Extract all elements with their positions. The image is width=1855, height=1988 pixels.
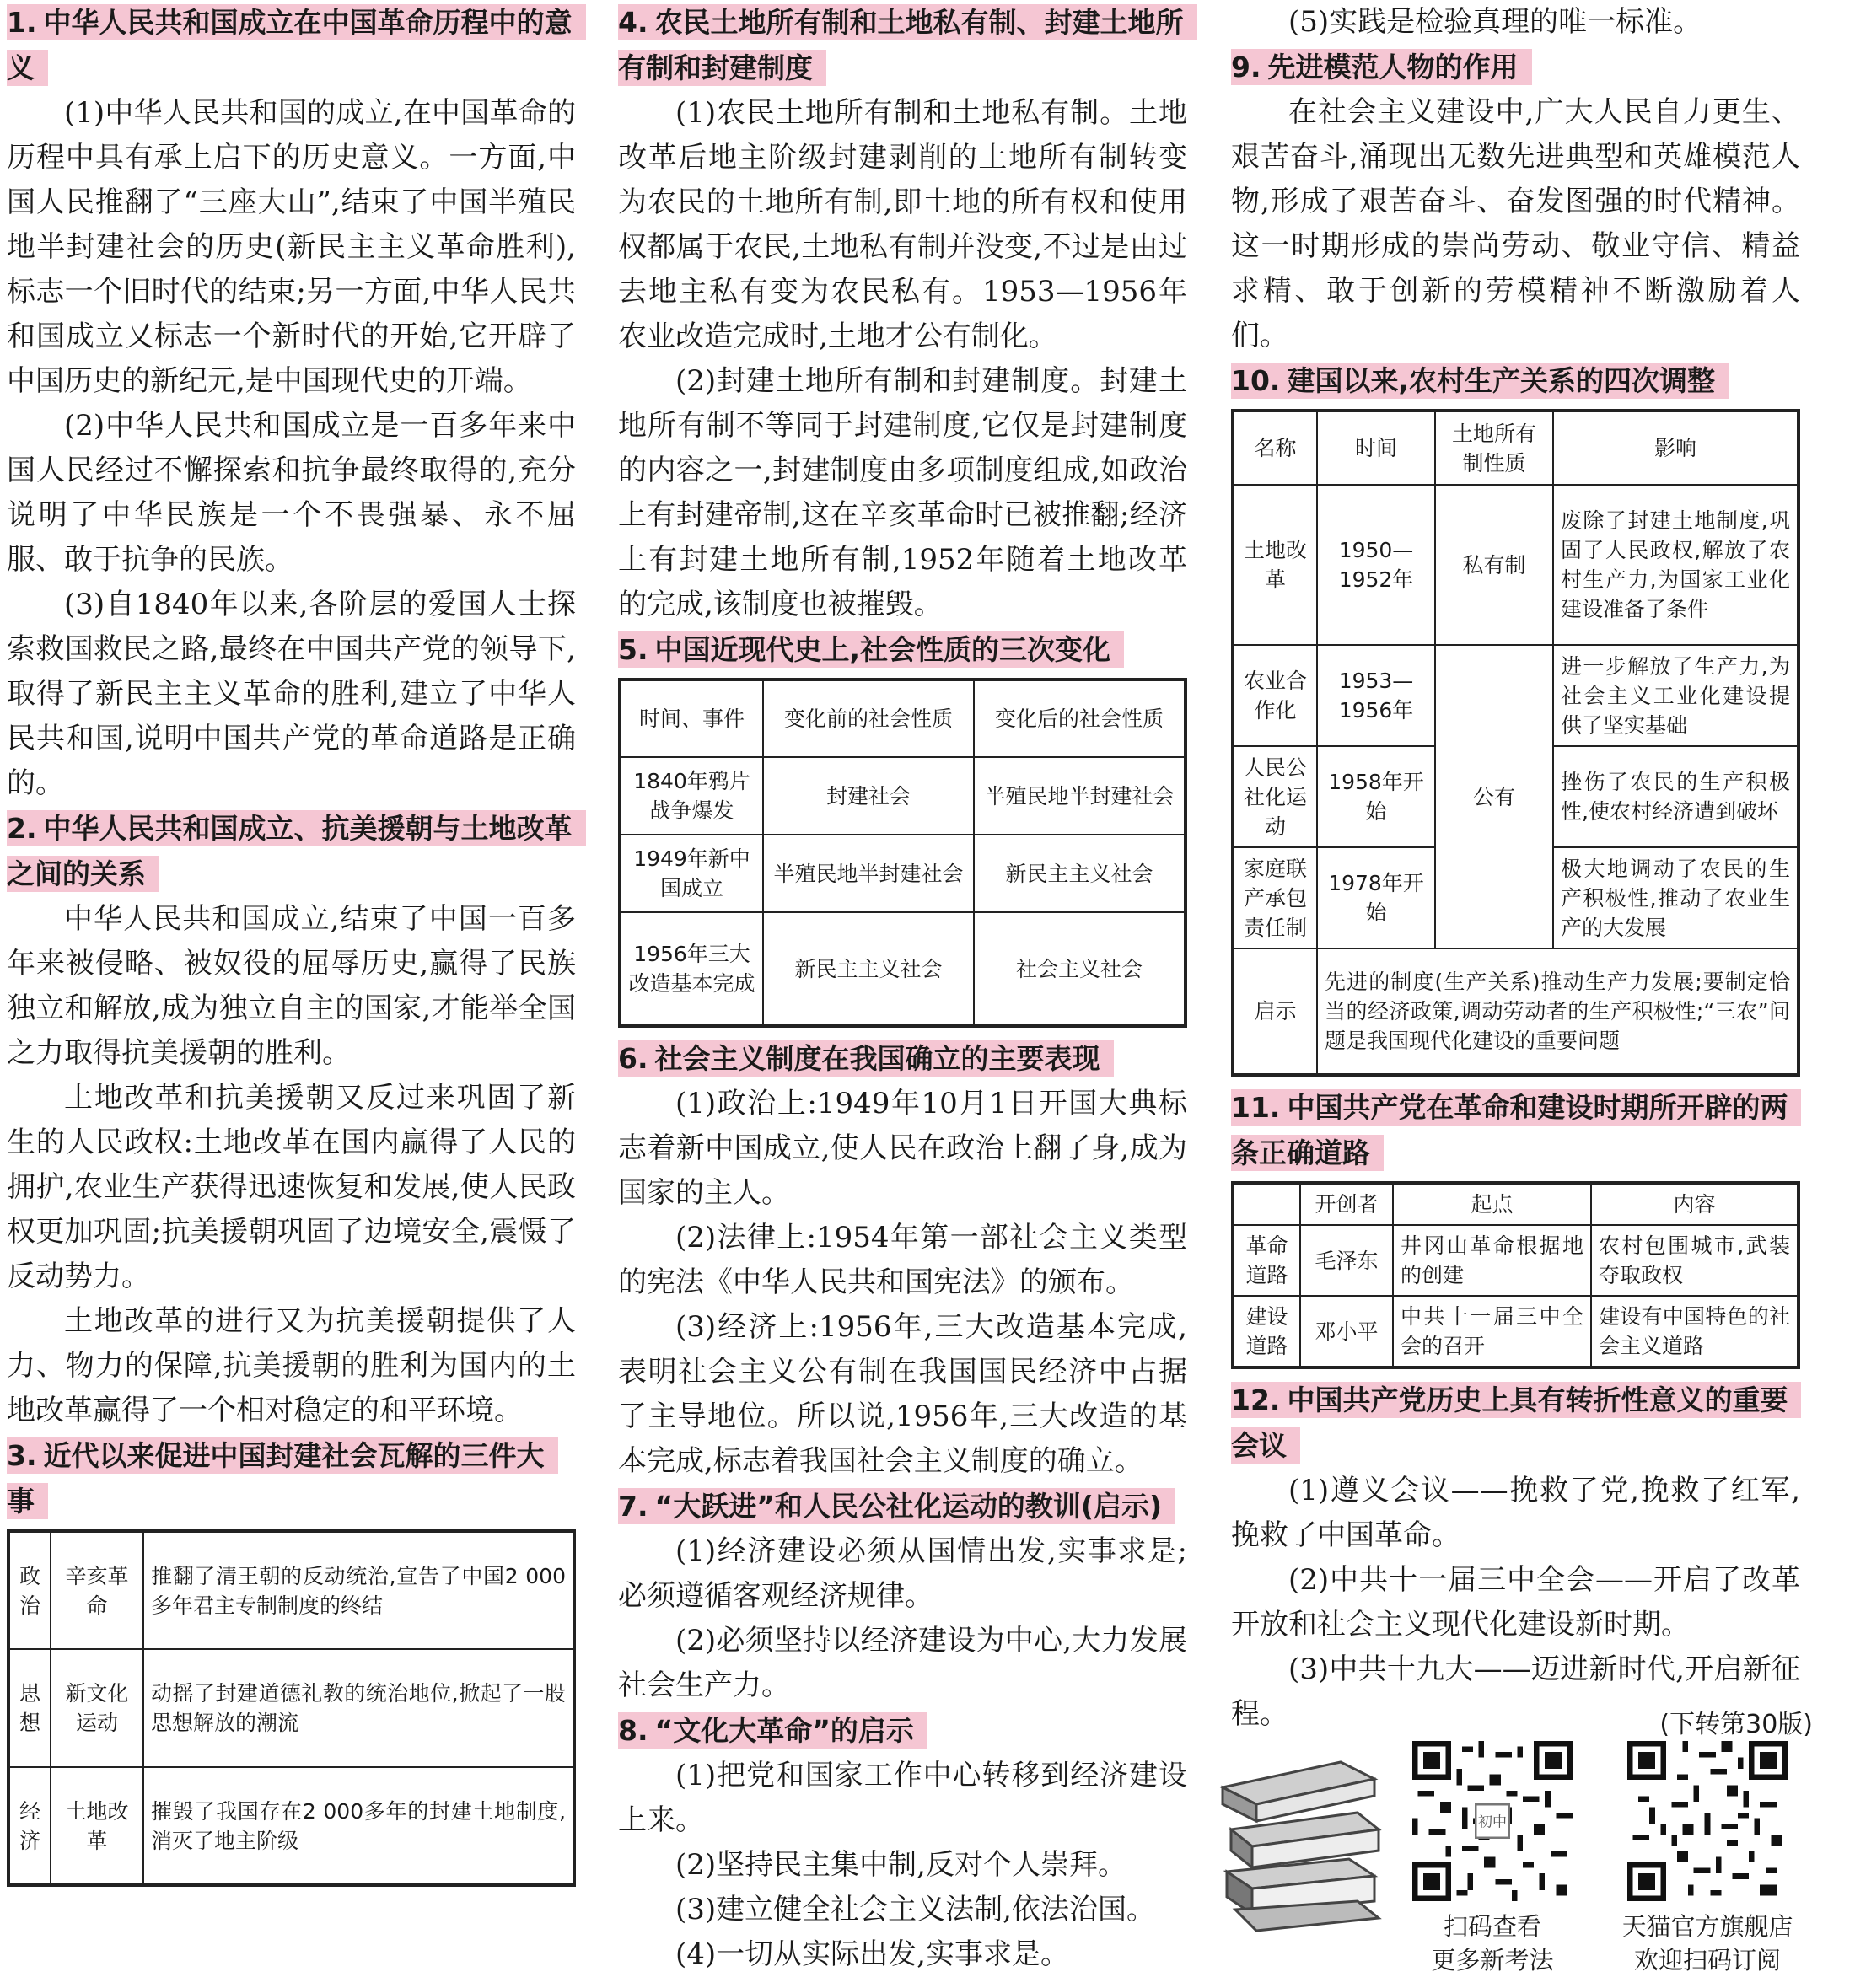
section-6-para-2: (2)法律上:1954年第一部社会主义类型的宪法《中华人民共和国宪法》的颁布。 — [618, 1221, 1187, 1299]
section-8-para-5: (5)实践是检验真理的唯一标准。 — [1288, 5, 1702, 39]
column-1 — [7, 0, 576, 1895]
table-row — [620, 835, 1186, 912]
table-cell: 经济 — [8, 1767, 51, 1885]
qr1-caption-line-2: 更多新考法 — [1431, 1946, 1554, 1975]
section-7-heading: 7. “大跃进”和人民公社化运动的教训(启示) — [618, 1484, 1187, 1529]
table-cell: 建设有中国特色的社会主义道路 — [1591, 1296, 1799, 1367]
table-cell: 新文化运动 — [51, 1649, 143, 1767]
table-cell: 中共十一届三中全会的召开 — [1393, 1296, 1591, 1367]
section-9-para-1: 在社会主义建设中,广大人民自力更生、艰苦奋斗,涌现出无数先进典型和英雄模范人物,形成了艰苦奋斗、奋发图强的时代精神。这一时期形成的崇尚劳动、敬业守信、精益求精、敢于创新的劳模精神不断激励着人们。 — [1231, 95, 1800, 352]
table-header-cell: 影响 — [1553, 411, 1799, 485]
table-cell: 农村包围城市,武装夺取政权 — [1591, 1225, 1799, 1296]
table-header-cell: 土地所有制性质 — [1435, 411, 1553, 485]
table-cell: 动摇了封建道德礼教的统治地位,掀起了一股思想解放的潮流 — [143, 1649, 574, 1767]
table-row — [1233, 411, 1799, 485]
table-cell: 1950—1952年 — [1317, 485, 1435, 645]
table-cell: 极大地调动了农民的生产积极性,推动了农业生产的大发展 — [1553, 847, 1799, 948]
table-cell: 先进的制度(生产关系)推动生产力发展;要制定恰当的经济政策,调动劳动者的生产积极性;“三农”问题是我国现代化建设的重要问题 — [1317, 948, 1799, 1075]
table-cell: 新民主主义社会 — [974, 835, 1186, 912]
table-cell: 推翻了清王朝的反动统治,宣告了中国2 000多年君主专制制度的终结 — [143, 1531, 574, 1649]
section-1-para-1: (1)中华人民共和国的成立,在中国革命的历程中具有承上启下的历史意义。一方面,中国人民推翻了“三座大山”,结束了中国半殖民地半封建社会的历史(新民主主义革命胜利),标志一个旧时代的结束;另一方面,中华人民共和国成立又标志一个新时代的开始,它开辟了中国历史的新纪元,是中国现代史的开端。 — [7, 96, 576, 398]
section-6-para-3: (3)经济上:1956年,三大改造基本完成,表明社会主义公有制在我国国民经济中占据了主导地位。所以说,1956年,三大改造的基本完成,标志着我国社会主义制度的确立。 — [618, 1310, 1187, 1478]
section-7-para-1: (1)经济建设必须从国情出发,实事求是;必须遵循客观经济规律。 — [618, 1534, 1187, 1613]
table-row — [1233, 485, 1799, 645]
table-cell: 私有制 — [1435, 485, 1553, 645]
table-cell: 井冈山革命根据地的创建 — [1393, 1225, 1591, 1296]
table-cell: 家庭联产承包责任制 — [1233, 847, 1317, 948]
rural-adjustments-table — [1231, 409, 1800, 1077]
table-cell: 公有 — [1435, 645, 1553, 948]
table-row — [8, 1649, 574, 1767]
table-cell: 思想 — [8, 1649, 51, 1767]
table-header-cell: 时间、事件 — [620, 680, 763, 757]
table-row — [620, 757, 1186, 835]
section-5-heading: 5. 中国近现代史上,社会性质的三次变化 — [618, 627, 1187, 673]
table-row — [1233, 948, 1799, 1075]
two-roads-table — [1231, 1181, 1800, 1369]
column-2 — [618, 0, 1187, 1977]
column-3 — [1231, 0, 1800, 1737]
qr-logo-text: 初中 — [1477, 1813, 1508, 1831]
section-8-para-4: (4)一切从实际出发,实事求是。 — [675, 1937, 1069, 1971]
section-6-heading: 6. 社会主义制度在我国确立的主要表现 — [618, 1036, 1187, 1082]
table-cell: 革命道路 — [1233, 1225, 1300, 1296]
table-row — [620, 912, 1186, 1026]
three-events-table — [7, 1529, 576, 1887]
table-cell: 半殖民地半封建社会 — [974, 757, 1186, 835]
table-header-cell — [1233, 1183, 1300, 1225]
table-cell: 社会主义社会 — [974, 912, 1186, 1026]
section-2-para-3: 土地改革的进行又为抗美援朝提供了人力、物力的保障,抗美援朝的胜利为国内的土地改革赢得了一个相对稳定的和平环境。 — [7, 1304, 576, 1427]
table-cell: 封建社会 — [763, 757, 974, 835]
table-cell: 农业合作化 — [1233, 645, 1317, 746]
table-header-cell: 变化前的社会性质 — [763, 680, 974, 757]
section-8-para-1: (1)把党和国家工作中心转移到经济建设上来。 — [618, 1759, 1187, 1837]
qr-code-icon[interactable] — [1412, 1741, 1573, 1901]
section-8-para-3: (3)建立健全社会主义法制,依法治国。 — [675, 1893, 1155, 1926]
section-12-para-1: (1)遵义会议——挽救了党,挽救了红军,挽救了中国革命。 — [1231, 1474, 1800, 1552]
social-nature-table — [618, 678, 1187, 1028]
footer-promo — [1197, 1703, 1821, 1981]
table-cell: 启示 — [1233, 948, 1317, 1075]
table-cell: 废除了封建土地制度,巩固了人民政权,解放了农村生产力,为国家工业化建设准备了条件 — [1553, 485, 1799, 645]
table-row — [1233, 645, 1799, 746]
section-12-para-3: (3)中共十九大——迈进新时代,开启新征程。 — [1231, 1652, 1800, 1731]
table-cell: 1978年开始 — [1317, 847, 1435, 948]
section-8-heading: 8. “文化大革命”的启示 — [618, 1708, 1187, 1754]
table-cell: 建设道路 — [1233, 1296, 1300, 1367]
section-2-heading: 2. 中华人民共和国成立、抗美援朝与土地改革之间的关系 — [7, 806, 576, 897]
section-7-para-2: (2)必须坚持以经济建设为中心,大力发展社会生产力。 — [618, 1624, 1187, 1702]
table-cell: 1953—1956年 — [1317, 645, 1435, 746]
table-cell: 土地改革 — [51, 1767, 143, 1885]
section-10-heading: 10. 建国以来,农村生产关系的四次调整 — [1231, 358, 1800, 404]
table-row — [8, 1531, 574, 1649]
table-cell: 辛亥革命 — [51, 1531, 143, 1649]
section-4-heading: 4. 农民土地所有制和土地私有制、封建土地所有制和封建制度 — [618, 0, 1187, 91]
qr2-caption — [1615, 1910, 1800, 1977]
section-2-para-1: 中华人民共和国成立,结束了中国一百多年来被侵略、被奴役的屈辱历史,赢得了民族独立和解放,成为独立自主的国家,才能举全国之力取得抗美援朝的胜利。 — [7, 902, 576, 1070]
table-cell: 政治 — [8, 1531, 51, 1649]
section-12-heading: 12. 中国共产党历史上具有转折性意义的重要会议 — [1231, 1378, 1800, 1469]
section-11-heading: 11. 中国共产党在革命和建设时期所开辟的两条正确道路 — [1231, 1085, 1800, 1176]
table-cell: 挫伤了农民的生产积极性,使农村经济遭到破坏 — [1553, 746, 1799, 847]
qr-code-icon[interactable] — [1627, 1741, 1788, 1901]
section-1-para-2: (2)中华人民共和国成立是一百多年来中国人民经过不懈探索和抗争最终取得的,充分说明了中华民族是一个不畏强暴、永不屈服、敢于抗争的民族。 — [7, 409, 576, 577]
table-cell: 新民主主义社会 — [763, 912, 974, 1026]
table-cell: 人民公社化运动 — [1233, 746, 1317, 847]
qr1-caption-line-1: 扫码查看 — [1443, 1912, 1541, 1941]
table-cell: 邓小平 — [1300, 1296, 1393, 1367]
table-cell: 1956年三大改造基本完成 — [620, 912, 763, 1026]
table-cell: 半殖民地半封建社会 — [763, 835, 974, 912]
table-row — [1233, 1183, 1799, 1225]
table-row — [8, 1767, 574, 1885]
qr2-caption-line-1: 天猫官方旗舰店 — [1621, 1912, 1793, 1941]
table-header-cell: 时间 — [1317, 411, 1435, 485]
table-header-cell: 起点 — [1393, 1183, 1591, 1225]
section-1-heading: 1. 中华人民共和国成立在中国革命历程中的意义 — [7, 0, 576, 91]
section-2-para-2: 土地改革和抗美援朝又反过来巩固了新生的人民政权:土地改革在国内赢得了人民的拥护,农业生产获得迅速恢复和发展,使人民政权更加巩固;抗美援朝巩固了边境安全,震慑了反动势力。 — [7, 1081, 576, 1293]
section-3-heading: 3. 近代以来促进中国封建社会瓦解的三件大事 — [7, 1433, 576, 1524]
table-cell: 摧毁了我国存在2 000多年的封建土地制度,消灭了地主阶级 — [143, 1767, 574, 1885]
table-header-cell: 名称 — [1233, 411, 1317, 485]
section-4-para-2: (2)封建土地所有制和封建制度。封建土地所有制不等同于封建制度,它仅是封建制度的内容之一,封建制度由多项制度组成,如政治上有封建帝制,这在辛亥革命时已被推翻;经济上有封建土地所有制,1952年随着土地改革的完成,该制度也被摧毁。 — [618, 364, 1187, 621]
table-cell: 土地改革 — [1233, 485, 1317, 645]
table-cell: 1949年新中国成立 — [620, 835, 763, 912]
qr1-caption — [1400, 1910, 1585, 1977]
table-row — [1233, 1225, 1799, 1296]
section-9-heading: 9. 先进模范人物的作用 — [1231, 45, 1800, 90]
table-row — [620, 680, 1186, 757]
table-row — [1233, 1296, 1799, 1367]
section-1-para-3: (3)自1840年以来,各阶层的爱国人士探索救国救民之路,最终在中国共产党的领导下,取得了新民主主义革命的胜利,建立了中华人民共和国,说明中国共产党的革命道路是正确的。 — [7, 588, 576, 800]
section-8-para-2: (2)坚持民主集中制,反对个人崇拜。 — [675, 1848, 1126, 1882]
qr2-caption-line-2: 欢迎扫码订阅 — [1633, 1946, 1781, 1975]
table-header-cell: 开创者 — [1300, 1183, 1393, 1225]
table-header-cell: 内容 — [1591, 1183, 1799, 1225]
continue-note: (下转第30版) — [1659, 1710, 1813, 1739]
section-4-para-1: (1)农民土地所有制和土地私有制。土地改革后地主阶级封建剥削的土地所有制转变为农民的土地所有制,即土地的所有权和使用权都属于农民,土地私有制并没变,不过是由过去地主私有变为农民私有。1953—1956年农业改造完成时,土地才公有制化。 — [618, 96, 1187, 353]
table-cell: 1840年鸦片战争爆发 — [620, 757, 763, 835]
table-cell: 进一步解放了生产力,为社会主义工业化建设提供了坚实基础 — [1553, 645, 1799, 746]
books-illustration — [1214, 1754, 1383, 1939]
section-6-para-1: (1)政治上:1949年10月1日开国大典标志着新中国成立,使人民在政治上翻了身,成为国家的主人。 — [618, 1087, 1187, 1210]
section-12-para-2: (2)中共十一届三中全会——开启了改革开放和社会主义现代化建设新时期。 — [1231, 1563, 1800, 1641]
table-cell: 毛泽东 — [1300, 1225, 1393, 1296]
table-cell: 1958年开始 — [1317, 746, 1435, 847]
table-header-cell: 变化后的社会性质 — [974, 680, 1186, 757]
